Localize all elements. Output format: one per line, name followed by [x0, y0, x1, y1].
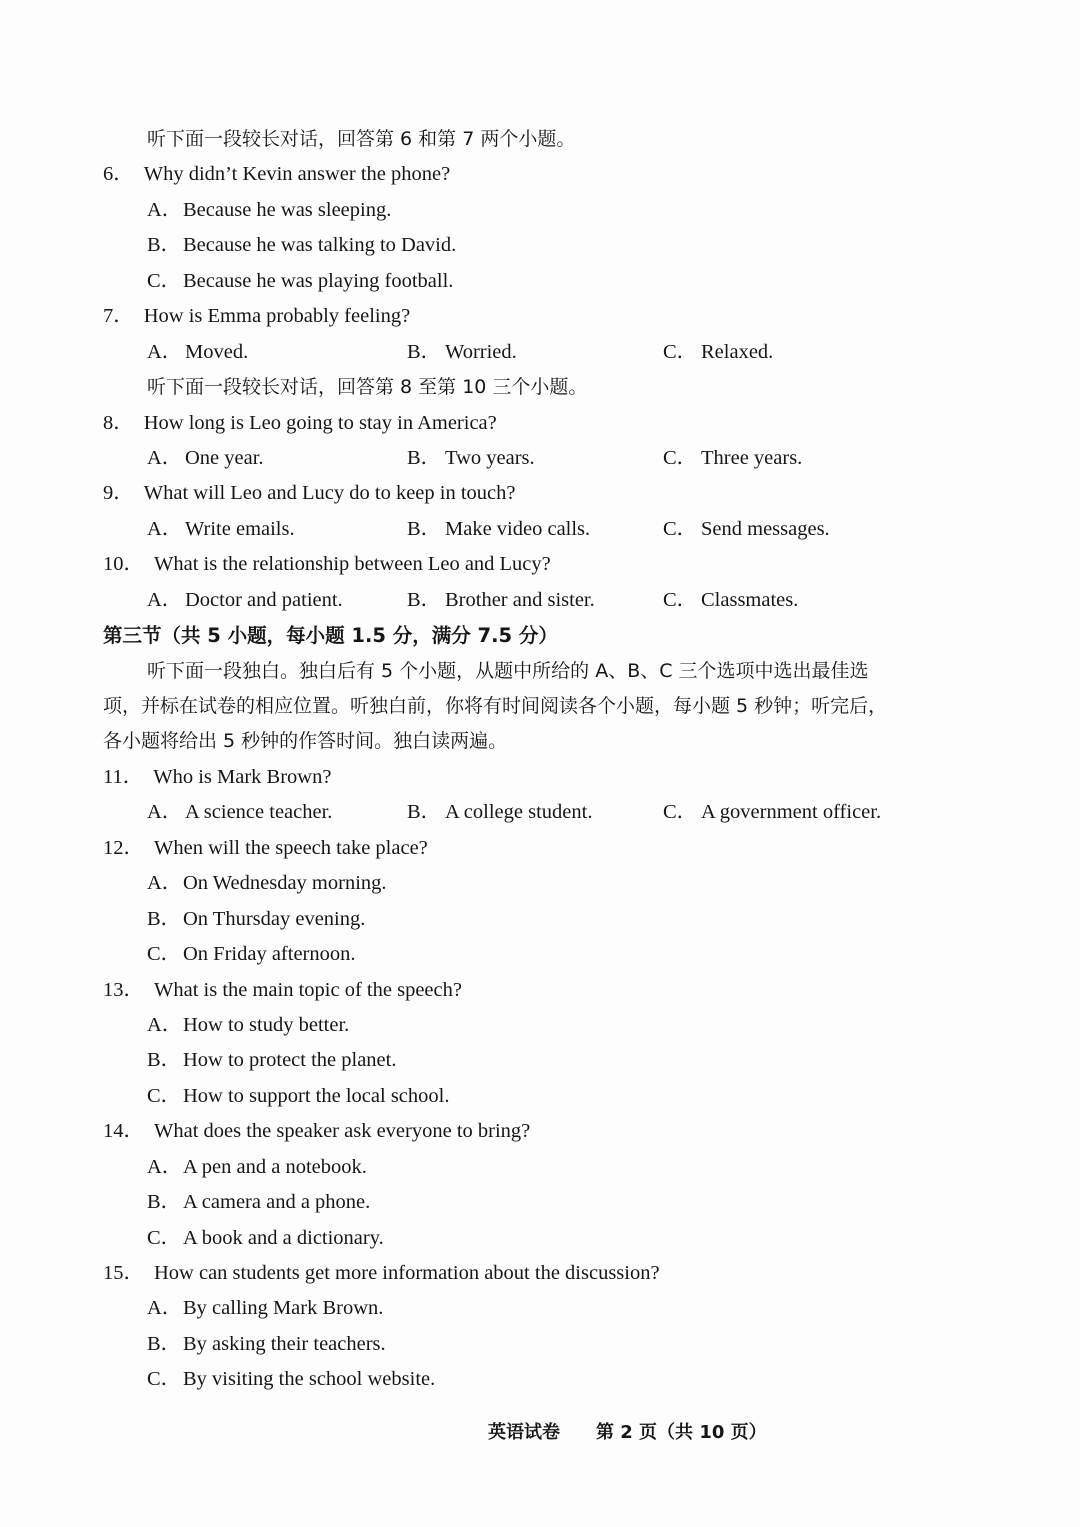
answer-option: [103, 193, 973, 228]
answer-option: [663, 583, 798, 618]
option-text: A book and a dictionary.: [183, 1226, 384, 1249]
question-number: 8．: [103, 411, 134, 434]
question-number: 13．: [103, 978, 144, 1001]
option-text: Worried.: [445, 340, 517, 363]
option-text: By visiting the school website.: [183, 1368, 436, 1391]
question-text: When will the speech take place?: [154, 836, 428, 859]
question-text: How long is Leo going to stay in America?: [143, 411, 497, 434]
answer-option: [407, 583, 595, 618]
options-row: [103, 583, 973, 618]
option-letter: B．: [147, 234, 182, 257]
option-text: Classmates.: [701, 588, 799, 611]
option-letter: C．: [663, 588, 698, 611]
options-row: [103, 335, 973, 370]
answer-option: [663, 512, 830, 547]
question-stem: [103, 1114, 973, 1149]
answer-option: [147, 335, 248, 370]
section-heading: 第三节（共 5 小题，每小题 1.5 分，满分 7.5 分）: [103, 624, 558, 648]
answer-option: [103, 1327, 973, 1362]
answer-option: [103, 1008, 973, 1043]
option-letter: B．: [147, 1191, 182, 1214]
answer-option: [147, 512, 295, 547]
question-stem: [103, 299, 973, 334]
option-text: Write emails.: [185, 517, 295, 540]
option-text: A government officer.: [701, 801, 882, 824]
section-instructions-line: 项，并标在试卷的相应位置。听独白前，你将有时间阅读各个小题，每小题 5 秒钟；听完后，: [103, 695, 888, 717]
option-text: A camera and a phone.: [183, 1191, 371, 1214]
answer-option: [103, 1291, 973, 1326]
answer-option: [147, 583, 343, 618]
answer-option: [407, 795, 592, 830]
option-letter: C．: [663, 801, 698, 824]
question-number: 14．: [103, 1120, 144, 1143]
option-text: A pen and a notebook.: [183, 1155, 367, 1178]
option-text: Relaxed.: [701, 340, 774, 363]
answer-option: [103, 1043, 973, 1078]
options-row: [103, 795, 973, 830]
answer-option: [663, 335, 773, 370]
option-letter: A．: [147, 340, 183, 363]
option-letter: C．: [147, 269, 182, 292]
instruction-text: 听下面一段较长对话，回答第 8 至第 10 三个小题。: [147, 376, 588, 399]
answer-option: [147, 441, 264, 476]
options-row: [103, 441, 973, 476]
option-text: Doctor and patient.: [185, 588, 343, 611]
option-letter: A．: [147, 1155, 183, 1178]
answer-option: [103, 264, 973, 299]
instruction-text: 听下面一段较长对话，回答第 6 和第 7 两个小题。: [147, 128, 576, 150]
question-number: 7．: [103, 305, 134, 328]
answer-option: [103, 1221, 973, 1256]
exam-page-content: [103, 122, 973, 1398]
option-text: One year.: [185, 446, 264, 469]
answer-option: [103, 1362, 973, 1397]
footer-page-number: 第 2 页（共 10 页）: [596, 1422, 767, 1443]
option-text: A science teacher.: [185, 801, 333, 824]
option-letter: C．: [147, 943, 182, 966]
question-stem: [103, 760, 973, 795]
question-text: Why didn’t Kevin answer the phone?: [143, 163, 451, 186]
answer-option: [103, 1079, 973, 1114]
question-text: Who is Mark Brown?: [153, 765, 332, 788]
option-text: Two years.: [445, 446, 535, 469]
page-footer: [488, 1418, 803, 1444]
option-text: How to study better.: [183, 1013, 350, 1036]
question-number: 15．: [103, 1262, 144, 1284]
option-letter: C．: [663, 446, 698, 469]
question-stem: [103, 547, 973, 582]
option-text: Three years.: [701, 446, 803, 469]
option-text: Brother and sister.: [445, 588, 595, 611]
option-letter: B．: [407, 801, 442, 824]
answer-option: [103, 228, 973, 263]
option-letter: A．: [147, 446, 183, 469]
question-text: What is the main topic of the speech?: [154, 978, 462, 1001]
option-letter: C．: [147, 1368, 182, 1391]
question-stem: [103, 831, 973, 866]
option-text: A college student.: [445, 801, 593, 824]
question-text: What does the speaker ask everyone to bring?: [154, 1120, 531, 1143]
option-letter: A．: [147, 517, 183, 540]
question-number: 6．: [103, 163, 134, 186]
answer-option: [103, 902, 973, 937]
section-instructions-line: 各小题将给出 5 秒钟的作答时间。独白读两遍。: [103, 730, 508, 753]
option-letter: C．: [663, 340, 698, 363]
option-letter: B．: [407, 517, 442, 540]
option-letter: C．: [147, 1084, 182, 1107]
question-text: What is the relationship between Leo and Lucy?: [154, 553, 551, 576]
option-letter: B．: [407, 446, 442, 469]
question-text: What will Leo and Lucy do to keep in touch?: [143, 482, 516, 505]
question-stem: [103, 1256, 973, 1291]
option-text: How to support the local school.: [183, 1084, 450, 1107]
option-letter: C．: [663, 517, 698, 540]
option-text: Moved.: [185, 340, 249, 363]
section-instructions-line: 听下面一段独白。独白后有 5 个小题，从题中所给的 A、B、C 三个选项中选出最佳选: [147, 659, 869, 682]
answer-option: [147, 795, 332, 830]
question-stem: [103, 973, 973, 1008]
question-text: How can students get more information about the discussion?: [154, 1262, 660, 1284]
option-text: On Friday afternoon.: [183, 943, 356, 966]
question-number: 9．: [103, 482, 134, 505]
option-text: By calling Mark Brown.: [183, 1297, 384, 1320]
option-letter: B．: [147, 1332, 182, 1355]
footer-subject: 英语试卷: [488, 1422, 560, 1443]
option-text: On Thursday evening.: [183, 907, 366, 930]
question-number: 11．: [103, 765, 144, 788]
question-stem: [103, 406, 973, 441]
option-letter: B．: [147, 1049, 182, 1072]
answer-option: [663, 441, 802, 476]
answer-option: [407, 335, 517, 370]
answer-option: [407, 441, 535, 476]
option-letter: A．: [147, 1297, 183, 1320]
option-text: By asking their teachers.: [183, 1332, 386, 1355]
answer-option: [103, 1150, 973, 1185]
options-row: [103, 512, 973, 547]
option-letter: A．: [147, 872, 183, 895]
option-letter: B．: [147, 907, 182, 930]
option-letter: A．: [147, 801, 183, 824]
option-letter: A．: [147, 1013, 183, 1036]
answer-option: [407, 512, 590, 547]
answer-option: [103, 866, 973, 901]
answer-option: [103, 937, 973, 972]
option-text: How to protect the planet.: [183, 1049, 397, 1072]
answer-option: [663, 795, 881, 830]
question-number: 12．: [103, 836, 144, 859]
option-letter: B．: [407, 588, 442, 611]
option-text: Because he was playing football.: [183, 269, 454, 292]
answer-option: [103, 1185, 973, 1220]
option-letter: A．: [147, 198, 183, 221]
option-text: Make video calls.: [445, 517, 591, 540]
question-text: How is Emma probably feeling?: [143, 305, 411, 328]
option-text: Because he was talking to David.: [183, 234, 457, 257]
option-letter: A．: [147, 588, 183, 611]
question-stem: [103, 476, 973, 511]
question-stem: [103, 157, 973, 192]
option-text: Because he was sleeping.: [183, 198, 392, 221]
option-text: On Wednesday morning.: [183, 872, 387, 895]
option-letter: C．: [147, 1226, 182, 1249]
option-text: Send messages.: [701, 517, 830, 540]
option-letter: B．: [407, 340, 442, 363]
question-number: 10．: [103, 553, 144, 576]
